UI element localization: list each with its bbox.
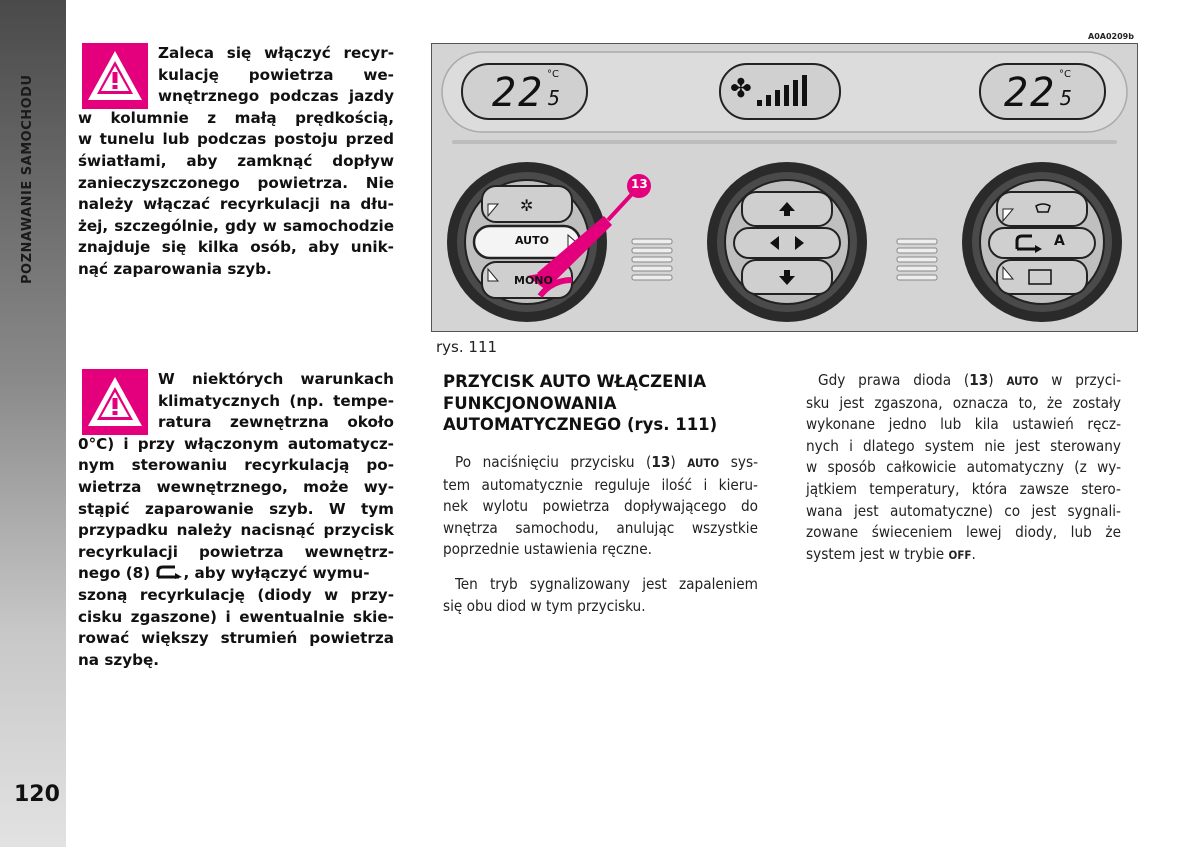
mono-button-label: MONO: [514, 274, 553, 287]
fan-icon: ✤: [730, 74, 752, 104]
text-fragment: , aby wyłączyć wymu-: [183, 564, 370, 583]
text-line: ratura zewnętrzna około: [158, 413, 394, 432]
heading-figure-ref: (rys. 111): [626, 415, 718, 434]
page-number: 120: [14, 782, 60, 807]
callout-13: 13: [631, 177, 648, 191]
text-line: kulację powietrza we-: [158, 65, 394, 84]
recirculation-icon: [155, 565, 183, 579]
left-temp-main: 22: [492, 70, 545, 116]
text-line: w tunelu lub podczas postoju przed: [78, 130, 394, 149]
text-line: w kolumnie z małą prędkością,: [78, 108, 394, 127]
figure-code: A0A0209b: [1088, 32, 1134, 41]
text-line: Ten tryb sygnalizowany jest zapaleniem: [455, 575, 758, 593]
warning-note-2: [78, 369, 394, 671]
recirculation-auto-label: A: [1054, 233, 1065, 249]
text-line-with-icon: [78, 563, 394, 585]
text-line: recyrkulacji powietrza wewnętrz-: [78, 542, 394, 561]
text-line: [806, 370, 1121, 393]
text-line: zowane świeceniem lewej diody, lub że: [806, 523, 1121, 542]
text-line: nych i dlatego system nie jest sterowany: [806, 436, 1121, 455]
text-line: światłami, aby zamknąć dopływ: [78, 151, 394, 170]
text-line: sku jest zgaszona, oznacza to, że zostały: [806, 393, 1121, 412]
text-line: wnętrza samochodu, anulując wszystkie: [443, 518, 758, 537]
text-line: stąpić zaparowanie szyb. W tym: [78, 499, 394, 518]
text-line: przypadku należy nacisnąć przycisk: [78, 521, 394, 540]
text-line: wykonane jedno lub kila ustawień ręcz-: [806, 415, 1121, 434]
text-line: nym sterowaniu recyrkulacją po-: [78, 456, 394, 475]
text-fragment: ): [988, 371, 994, 389]
text-line: tem automatycznie reguluje ilość i kieru-: [443, 475, 758, 494]
text-line: W niektórych warunkach: [158, 370, 394, 388]
text-fragment: Gdy prawa dioda (: [818, 371, 970, 389]
right-temp-unit: °C: [1059, 69, 1071, 80]
sidebar: [0, 0, 66, 847]
text-line: znajduje się kilka osób, aby unik-: [78, 238, 394, 257]
text-line: wnętrznego podczas jazdy: [158, 87, 394, 106]
text-fragment: system jest w trybie: [806, 544, 949, 563]
text-fragment: sys-: [719, 453, 758, 471]
paragraph-1: [443, 452, 758, 561]
heading-line: AUTOMATYCZNEGO: [443, 415, 622, 434]
text-fragment: Po naciśnięciu przycisku (: [455, 453, 652, 471]
text-line: 0°C) i przy włączonym automatycz-: [78, 434, 394, 453]
text-line: na szybę.: [78, 650, 160, 669]
text-line: [443, 452, 758, 475]
text-line: w sposób całkowicie automatyczny (z wy-: [806, 458, 1121, 477]
snowflake-icon: ✲: [520, 196, 534, 215]
left-temp-decimal: 5: [548, 86, 561, 110]
callout-ref: 13: [969, 371, 989, 389]
text-fragment: w przyci-: [1038, 371, 1121, 389]
auto-label: AUTO: [1006, 374, 1039, 388]
text-line: szoną recyrkulację (diody w przy-: [78, 585, 394, 604]
heading-line: PRZYCISK AUTO WŁĄCZENIA: [443, 372, 707, 391]
section-heading: [443, 371, 773, 436]
warning-note-1: [78, 43, 394, 281]
text-line: się obu diod w tym przycisku.: [443, 596, 646, 615]
text-line: rować większy strumień powietrza: [78, 629, 394, 648]
text-line: wana jest automatyczne) co jest sygnali-: [806, 501, 1121, 520]
right-temp-main: 22: [1004, 70, 1057, 116]
figure-caption: rys. 111: [436, 338, 498, 356]
paragraph-2: [443, 574, 758, 617]
callout-ref: 13: [651, 453, 671, 471]
off-label: OFF: [948, 547, 972, 562]
auto-button-label: AUTO: [515, 234, 549, 247]
left-temp-unit: °C: [547, 69, 559, 80]
auto-label: AUTO: [687, 456, 720, 470]
text-line: nąć zaparowania szyb.: [78, 259, 272, 278]
text-fragment: .: [971, 544, 976, 563]
text-line: cisku zgaszone) i ewentualnie skie-: [78, 607, 394, 626]
text-line: [806, 544, 1121, 567]
heading-line: FUNKCJONOWANIA: [443, 393, 617, 413]
paragraph-3: [806, 370, 1121, 566]
section-title: POZNAWANIE SAMOCHODU: [20, 74, 35, 284]
right-temp-decimal: 5: [1060, 86, 1073, 110]
text-fragment: ): [670, 453, 676, 471]
text-line: jątkiem temperatury, która zawsze stero-: [806, 479, 1121, 498]
text-line: wietrza wewnętrznego, może wy-: [78, 477, 394, 496]
text-line: poprzednie ustawienia ręczne.: [443, 540, 652, 559]
heading-line-with-ref: [443, 414, 773, 436]
text-line: klimatycznych (np. tempe-: [158, 391, 394, 410]
text-line: Zaleca się włączyć recyr-: [158, 44, 394, 62]
text-fragment: nego (8): [78, 564, 151, 583]
climate-panel-figure: [431, 43, 1138, 332]
text-line: nek wylotu powietrza dopływającego do: [443, 497, 758, 516]
text-line: zanieczyszczonego powietrza. Nie: [78, 173, 394, 192]
text-line: żej, szczególnie, gdy w samochodzie: [78, 216, 394, 235]
text-line: należy włączać recyrkulacji na dłu-: [78, 195, 394, 214]
